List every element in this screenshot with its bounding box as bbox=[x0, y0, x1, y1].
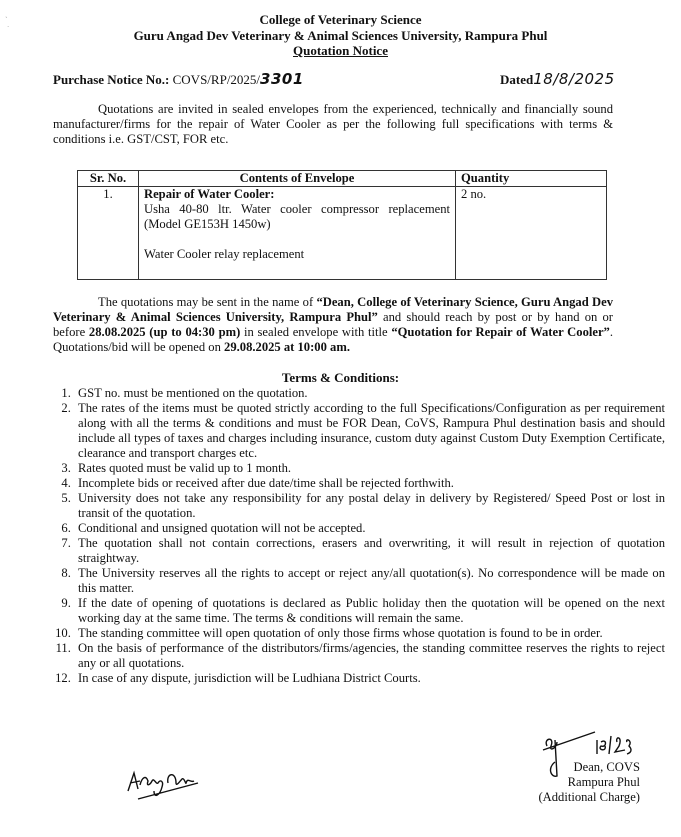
purchase-notice-number bbox=[53, 72, 304, 87]
term-item: 5. University does not take any responsibility for any postal delay in delivery by Registered/ Speed Post or lost in transit of the quotation. bbox=[74, 491, 665, 521]
dated-label: Dated bbox=[500, 72, 534, 87]
term-item: 9. If the date of opening of quotations is declared as Public holiday then the quotation will be opened on the next working day at the same time. The terms & conditions will remain the same. bbox=[74, 596, 665, 626]
term-item: 12. In case of any dispute, jurisdiction will be Ludhiana District Courts. bbox=[74, 671, 665, 686]
notice-label: Purchase Notice No.: bbox=[53, 72, 170, 87]
column-header-quantity: Quantity bbox=[456, 171, 607, 187]
term-item: 10. The standing committee will open quotation of only those firms whose quotation is found to be in order. bbox=[74, 626, 665, 641]
handwritten-notice-number: 3301 bbox=[260, 70, 304, 88]
submission-paragraph bbox=[53, 295, 613, 355]
column-header-contents: Contents of Envelope bbox=[139, 171, 456, 187]
handwritten-date: 18/8/2025 bbox=[533, 70, 615, 88]
term-item: 3. Rates quoted must be valid up to 1 month. bbox=[74, 461, 665, 476]
term-item: 7. The quotation shall not contain corrections, erasers and overwriting, it will result in rejection of quotation straightway. bbox=[74, 536, 665, 566]
document-title: Quotation Notice bbox=[293, 43, 388, 58]
scan-mark: ˎ bbox=[5, 9, 8, 18]
university-name: Guru Angad Dev Veterinary & Animal Sciences University, Rampura Phul bbox=[133, 27, 548, 43]
terms-list bbox=[22, 386, 665, 686]
opening-date: 29.08.2025 at 10:00 am. bbox=[224, 340, 350, 354]
due-date: 28.08.2025 (up to 04:30 pm) bbox=[88, 325, 241, 339]
submission-text: The quotations may be sent in the name of bbox=[98, 295, 317, 309]
submission-text: . Quotations/bid will be opened on bbox=[53, 325, 613, 354]
items-table bbox=[77, 170, 607, 280]
signatory-location: Rampura Phul bbox=[567, 775, 640, 789]
submission-text: and should reach by post or by hand on or before bbox=[53, 310, 613, 339]
cell-sr-no: 1. bbox=[78, 187, 139, 280]
term-item: 2. The rates of the items must be quoted strictly according to the full Specifications/Configuration as per requirement along with all the terms & conditions and must be FOR Dean, CoVS, Rampura Phul destination basis and should include all types of taxes and charges including insurance, custom duty against Custom Duty Exemption Certificate, clearance and transport charges etc. bbox=[74, 401, 665, 461]
term-item: 11. On the basis of performance of the distributors/firms/agencies, the standing committee reserves the rights to reject any or all quotations. bbox=[74, 641, 665, 671]
term-item: 8. The University reserves all the rights to accept or reject any/all quotation(s). No correspondence will be made on this matter. bbox=[74, 566, 665, 596]
letterhead bbox=[0, 12, 681, 59]
column-header-sr-no: Sr. No. bbox=[78, 171, 139, 187]
cell-quantity: 2 no. bbox=[456, 187, 607, 280]
submission-text: in sealed envelope with title bbox=[240, 325, 392, 339]
table-header-row bbox=[78, 171, 607, 187]
signatory-block bbox=[500, 760, 640, 805]
addressee: “Dean, College of Veterinary Science, Guru Angad Dev Veterinary & Animal Sciences University, Rampura Phul” bbox=[53, 295, 614, 324]
signatory-charge: (Additional Charge) bbox=[538, 790, 640, 804]
envelope-title: “Quotation for Repair of Water Cooler” bbox=[391, 325, 610, 339]
cell-contents bbox=[139, 187, 456, 280]
term-item: 1. GST no. must be mentioned on the quotation. bbox=[74, 386, 665, 401]
college-name: College of Veterinary Science bbox=[259, 12, 422, 27]
notice-prefix: COVS/RP/2025/ bbox=[172, 72, 261, 87]
scan-mark: ˑ bbox=[7, 23, 10, 32]
item-title: Repair of Water Cooler: bbox=[144, 187, 275, 201]
handwritten-signature-left bbox=[120, 755, 240, 805]
intro-paragraph: Quotations are invited in sealed envelopes from the experienced, technically and financially sound manufacturer/firms for the repair of Water Cooler as per the following full specifications with terms & conditions i.e. GST/CST, FOR etc. bbox=[53, 102, 613, 146]
term-item: 4. Incomplete bids or received after due date/time shall be rejected forthwith. bbox=[74, 476, 665, 491]
item-line-relay: Water Cooler relay replacement bbox=[144, 247, 305, 261]
item-line-compressor: Usha 40-80 ltr. Water cooler compressor replacement (Model GE153H 1450w) bbox=[144, 202, 450, 231]
term-item: 6. Conditional and unsigned quotation will not be accepted. bbox=[74, 521, 665, 536]
table-row bbox=[78, 187, 607, 280]
notice-date bbox=[500, 72, 615, 87]
signatory-title: Dean, COVS bbox=[573, 760, 640, 774]
terms-heading: Terms & Conditions: bbox=[281, 370, 400, 385]
